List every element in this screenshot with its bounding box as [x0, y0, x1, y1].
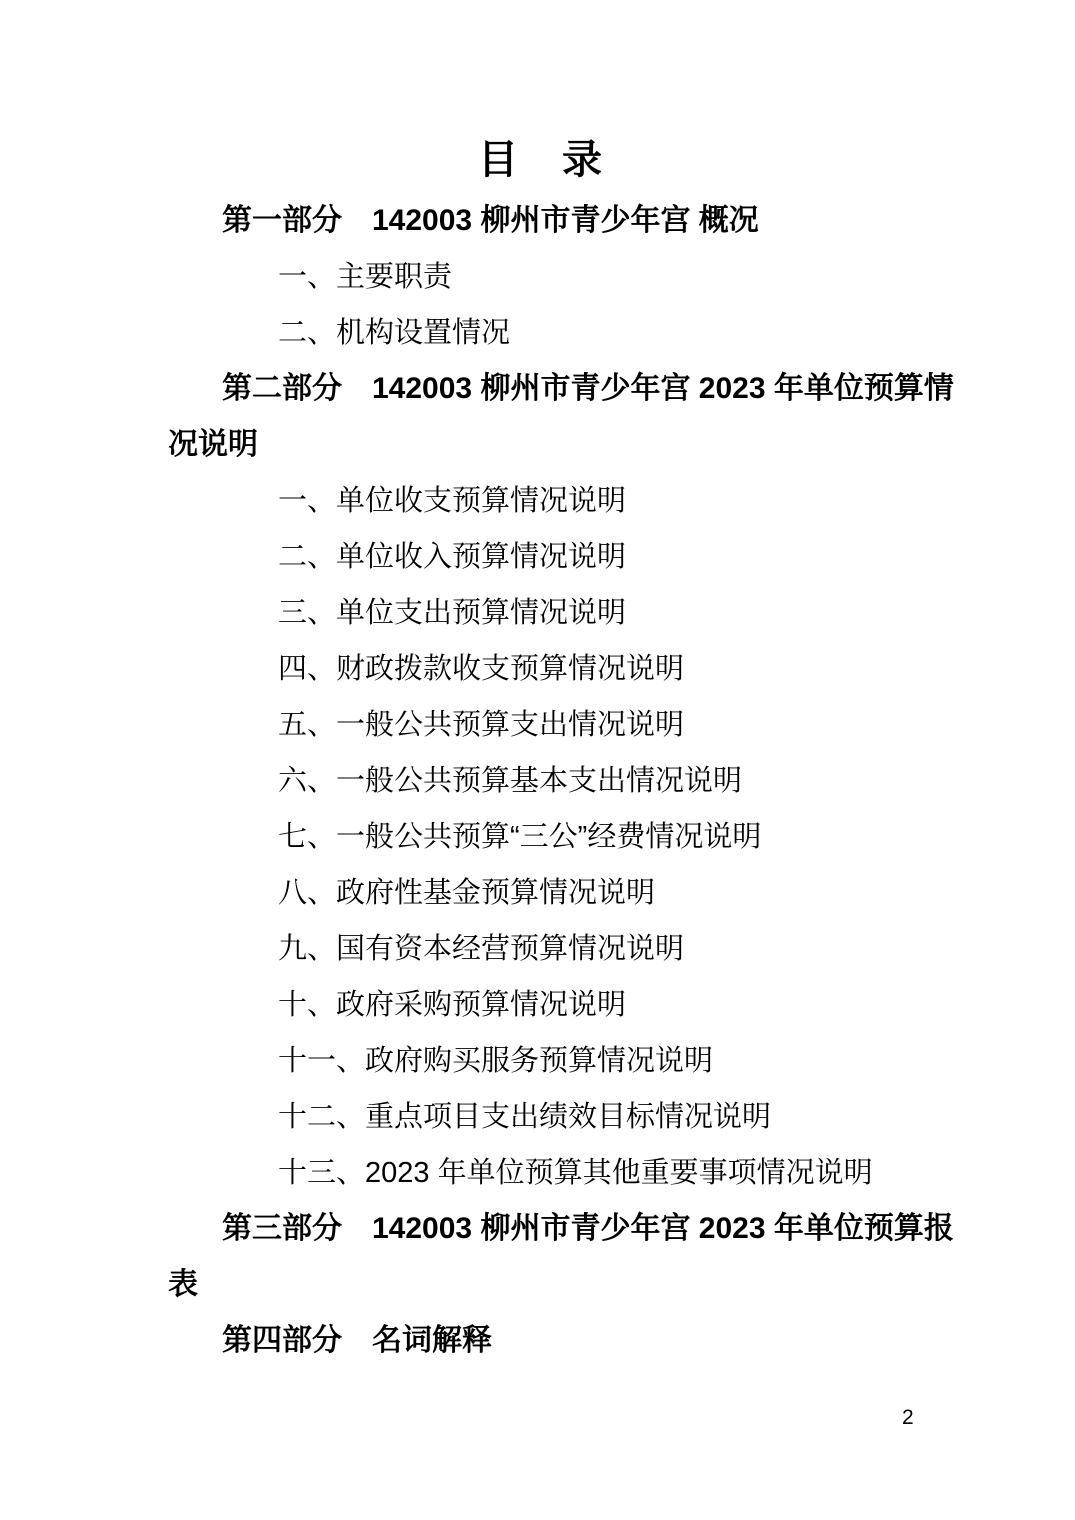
toc-line: 五、一般公共预算支出情况说明 [278, 709, 685, 741]
page-number: 2 [902, 1406, 914, 1429]
toc-line: 七、一般公共预算“三公”经费情况说明 [278, 821, 762, 853]
toc-line: 四、财政拨款收支预算情况说明 [278, 653, 685, 685]
toc-line: 八、政府性基金预算情况说明 [278, 877, 656, 909]
toc-line: 一、单位收支预算情况说明 [278, 485, 627, 517]
toc-line: 第四部分 名词解释 [222, 1324, 492, 1357]
toc-line: 十一、政府购买服务预算情况说明 [278, 1045, 714, 1077]
toc-line: 十、政府采购预算情况说明 [278, 989, 627, 1021]
toc-line: 十三、2023 年单位预算其他重要事项情况说明 [278, 1157, 873, 1189]
toc-line: 六、一般公共预算基本支出情况说明 [278, 765, 743, 797]
toc-line: 第二部分 142003 柳州市青少年宫 2023 年单位预算情 [222, 372, 954, 405]
toc-line: 九、国有资本经营预算情况说明 [278, 933, 685, 965]
toc-line: 二、单位收入预算情况说明 [278, 541, 627, 573]
toc-line: 第一部分 142003 柳州市青少年宫 概况 [222, 204, 759, 237]
toc-line: 表 [168, 1268, 198, 1301]
toc-lines [168, 193, 954, 1369]
toc-line: 况说明 [168, 428, 258, 461]
toc-line: 十二、重点项目支出绩效目标情况说明 [278, 1101, 772, 1133]
page-title: 目 录 [478, 138, 604, 182]
toc-line: 一、主要职责 [278, 261, 453, 293]
toc-line: 第三部分 142003 柳州市青少年宫 2023 年单位预算报 [222, 1212, 954, 1245]
table-of-contents [168, 132, 954, 1369]
toc-line: 二、机构设置情况 [278, 317, 511, 349]
toc-line: 三、单位支出预算情况说明 [278, 597, 627, 629]
